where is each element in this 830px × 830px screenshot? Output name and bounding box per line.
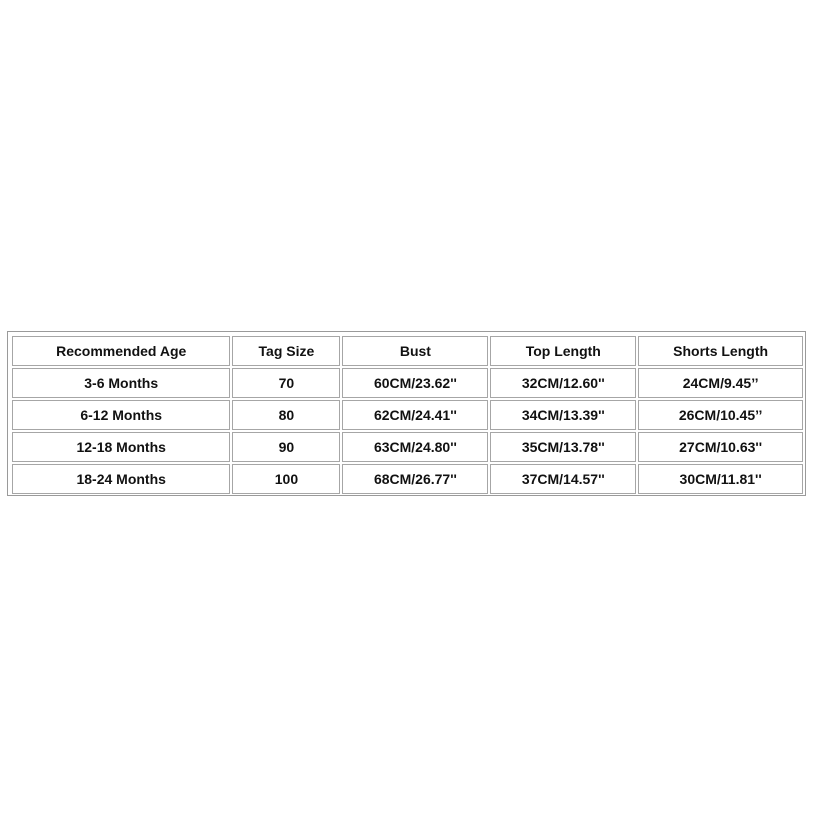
cell-bust: 63CM/24.80'' — [342, 432, 488, 462]
cell-tag-size: 70 — [232, 368, 340, 398]
cell-shorts-length: 27CM/10.63'' — [638, 432, 803, 462]
table-row — [12, 464, 803, 494]
cell-recommended-age: 6-12 Months — [12, 400, 230, 430]
table-row — [12, 432, 803, 462]
cell-recommended-age: 18-24 Months — [12, 464, 230, 494]
table-row — [12, 368, 803, 398]
cell-tag-size: 80 — [232, 400, 340, 430]
cell-top-length: 37CM/14.57'' — [490, 464, 636, 494]
cell-top-length: 35CM/13.78'' — [490, 432, 636, 462]
cell-tag-size: 90 — [232, 432, 340, 462]
cell-recommended-age: 12-18 Months — [12, 432, 230, 462]
header-cell-top-length: Top Length — [490, 336, 636, 366]
cell-recommended-age: 3-6 Months — [12, 368, 230, 398]
cell-shorts-length: 30CM/11.81'' — [638, 464, 803, 494]
cell-bust: 68CM/26.77'' — [342, 464, 488, 494]
header-cell-recommended-age: Recommended Age — [12, 336, 230, 366]
header-cell-tag-size: Tag Size — [232, 336, 340, 366]
cell-shorts-length: 24CM/9.45’’ — [638, 368, 803, 398]
cell-bust: 60CM/23.62'' — [342, 368, 488, 398]
size-chart-grid — [10, 334, 805, 496]
header-cell-shorts-length: Shorts Length — [638, 336, 803, 366]
cell-top-length: 34CM/13.39'' — [490, 400, 636, 430]
header-cell-bust: Bust — [342, 336, 488, 366]
cell-shorts-length: 26CM/10.45’’ — [638, 400, 803, 430]
cell-bust: 62CM/24.41'' — [342, 400, 488, 430]
size-chart-table — [7, 331, 806, 496]
cell-top-length: 32CM/12.60'' — [490, 368, 636, 398]
table-row — [12, 400, 803, 430]
cell-tag-size: 100 — [232, 464, 340, 494]
table-header-row — [12, 336, 803, 366]
